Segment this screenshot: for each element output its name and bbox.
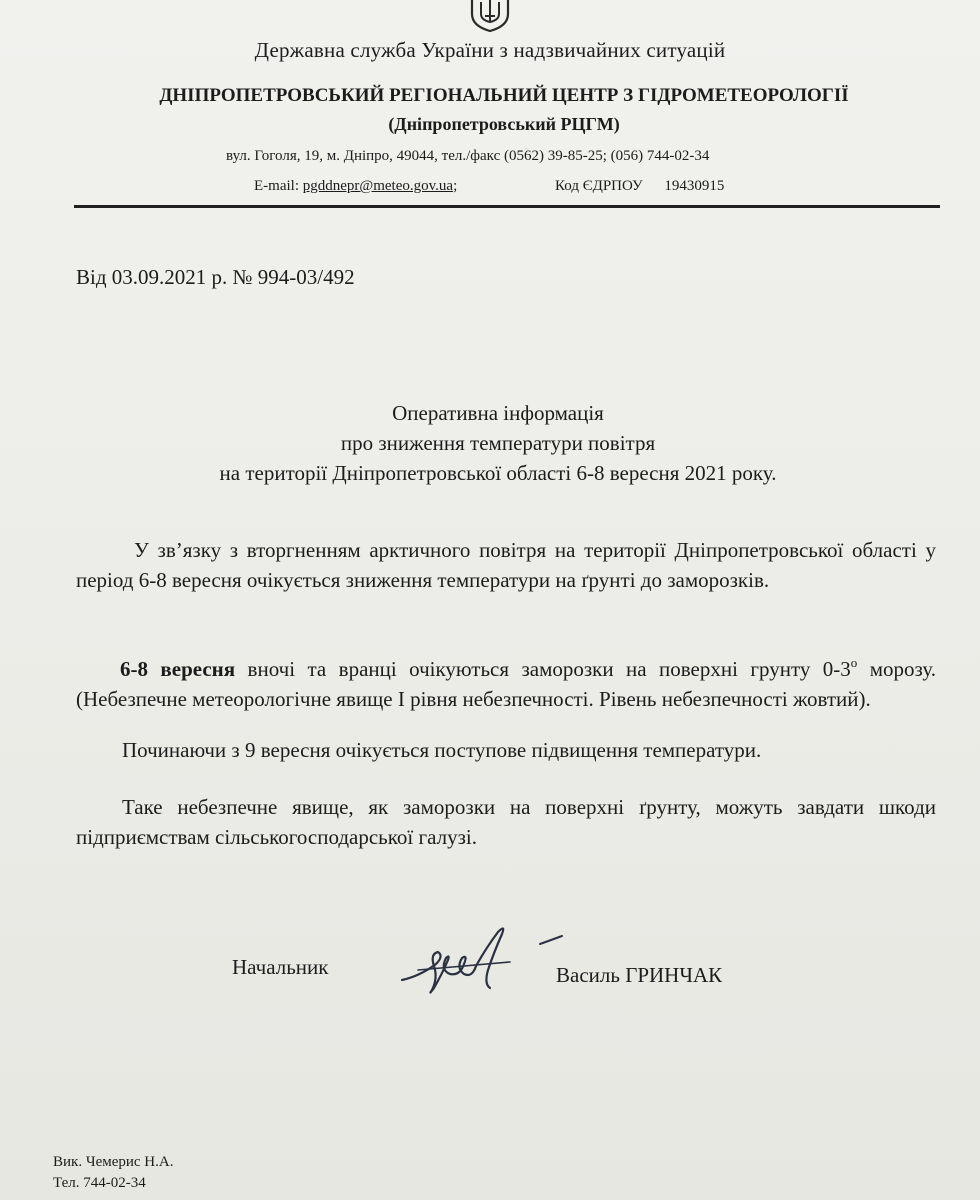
center-abbreviation: (Дніпропетровський РЦГМ) bbox=[388, 114, 620, 134]
paragraph-frost-warning bbox=[76, 648, 936, 714]
executor-phone: Тел. 744-02-34 bbox=[53, 1175, 146, 1191]
paragraph-arctic-air: У зв’язку з вторгненням арктичного повітря на території Дніпропетровської області у період 6-8 вересня очікується зниження температури на ґрунті до заморозків. bbox=[76, 538, 936, 592]
frost-text-a: вночі та вранці очікуються заморозки на поверхні грунту 0-3 bbox=[235, 657, 851, 681]
email-link[interactable]: pgddnepr@meteo.gov.ua bbox=[302, 178, 454, 194]
edrpou-line bbox=[555, 178, 724, 195]
edrpou-code: 19430915 bbox=[664, 178, 725, 194]
heading-line-2: про зниження температури повітря bbox=[340, 431, 656, 455]
frost-text-b: морозу. (Небезпечне метеорологічне явище І рівня небезпечності. Рівень небезпечності жовтий). bbox=[76, 657, 936, 711]
email-line bbox=[254, 178, 457, 195]
signatory-title: Начальник bbox=[232, 955, 329, 979]
ministry-name: Державна служба України з надзвичайних ситуацій bbox=[254, 38, 726, 62]
heading-line-3: на території Дніпропетровської області 6-8 вересня 2021 року. bbox=[219, 461, 777, 485]
address-line: вул. Гоголя, 19, м. Дніпро, 49044, тел./факс (0562) 39-85-25; (056) 744-02-34 bbox=[226, 148, 710, 164]
paragraph-warming: Починаючи з 9 вересня очікується поступове підвищення температури. bbox=[122, 738, 762, 762]
degree-mark: о bbox=[850, 655, 858, 670]
center-name: ДНІПРОПЕТРОВСЬКИЙ РЕГІОНАЛЬНИЙ ЦЕНТР З ГІДРОМЕТЕОРОЛОГІЇ bbox=[159, 85, 849, 106]
paragraph-damage: Таке небезпечне явище, як заморозки на поверхні ґрунту, можуть завдати шкоди підприємствам сільськогосподарської галузі. bbox=[76, 795, 936, 849]
trident-emblem-icon bbox=[466, 0, 514, 32]
heading-line-1: Оперативна інформація bbox=[392, 401, 604, 425]
executor-block bbox=[53, 1152, 173, 1194]
frost-dates: 6-8 вересня bbox=[120, 657, 236, 681]
document-heading bbox=[0, 398, 980, 488]
email-suffix: ; bbox=[453, 178, 458, 194]
email-label: E-mail: bbox=[254, 178, 299, 194]
executor-name: Вик. Чемерис Н.А. bbox=[53, 1154, 174, 1170]
edrpou-label: Код ЄДРПОУ bbox=[555, 178, 643, 194]
header-divider bbox=[74, 205, 940, 208]
document-reference: Від 03.09.2021 р. № 994-03/492 bbox=[76, 265, 355, 289]
handwritten-signature bbox=[390, 918, 570, 1008]
signatory-name: Василь ГРИНЧАК bbox=[556, 963, 723, 987]
